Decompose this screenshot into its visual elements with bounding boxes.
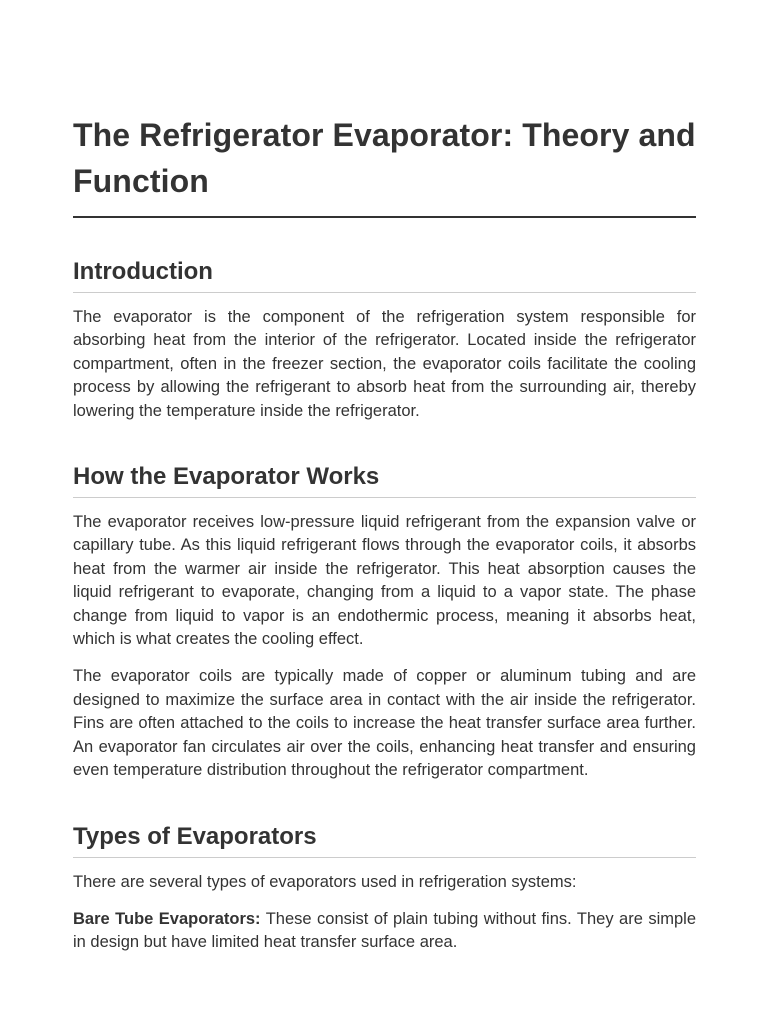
section-types-of-evaporators — [73, 821, 696, 955]
document-page — [73, 112, 696, 955]
section-paragraph: The evaporator is the component of the refrigeration system responsible for absorbing heat from the interior of the refrigerator. Located inside the refrigerator compartment, often in the freezer section, the evaporator coils facilitate the cooling process by allowing the refrigerant to absorb heat from the surrounding air, thereby lowering the temperature inside the refrigerator. — [73, 308, 696, 420]
section-how-evaporator-works — [73, 461, 696, 782]
section-paragraph: The evaporator coils are typically made of copper or aluminum tubing and are designed to maximize the surface area in contact with the air inside the refrigerator. Fins are often attached to the coils to increase the heat transfer surface area further. An evaporator fan circulates air over the coils, enhancing heat transfer and ensuring even temperature distribution throughout the refrigerator compartment. — [73, 667, 696, 780]
list-item — [73, 908, 696, 955]
section-heading: Introduction — [73, 256, 696, 293]
item-term: Bare Tube Evaporators: — [73, 909, 261, 928]
section-heading: How the Evaporator Works — [73, 461, 696, 498]
section-heading: Types of Evaporators — [73, 821, 696, 858]
section-paragraph: The evaporator receives low-pressure liquid refrigerant from the expansion valve or capillary tube. As this liquid refrigerant flows through the evaporator coils, it absorbs heat from the warmer air inside the refrigerator. This heat absorption causes the liquid refrigerant to evaporate, changing from a liquid to a vapor state. The phase change from liquid to vapor is an endothermic process, meaning it absorbs heat, which is what creates the cooling effect. — [73, 513, 696, 649]
item-text: These consist of plain tubing without fins. They are simple in design but have limited heat transfer surface area. — [73, 909, 696, 952]
section-intro: There are several types of evaporators used in refrigeration systems: — [73, 872, 577, 891]
section-introduction — [73, 256, 696, 423]
document-title: The Refrigerator Evaporator: Theory and Function — [73, 112, 696, 218]
